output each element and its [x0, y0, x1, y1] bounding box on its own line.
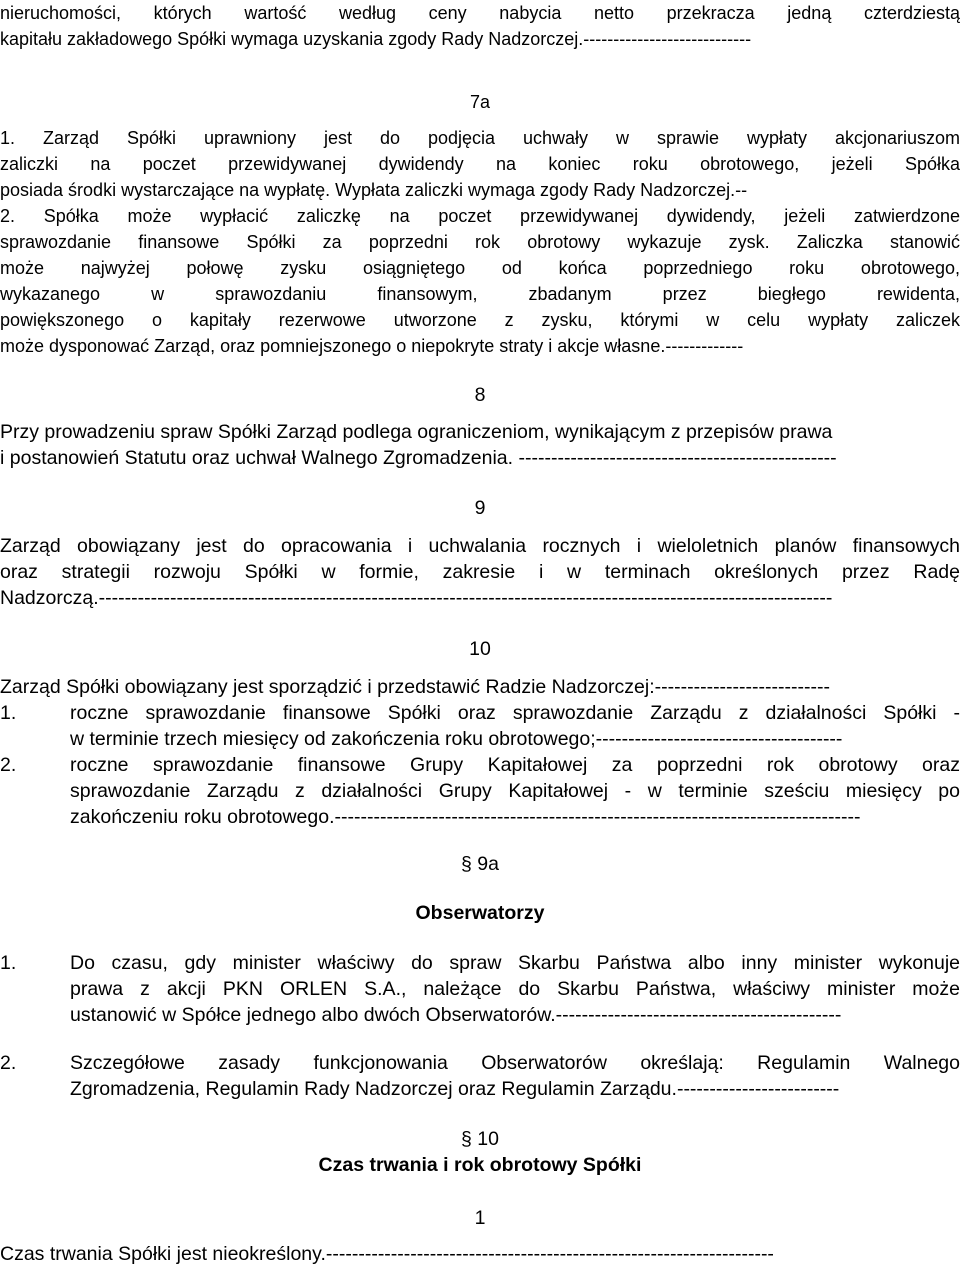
list-item-number: 1.	[0, 702, 17, 724]
text-line: Nadzorczą.-----------------------------------------------------------------------------------------------------------------	[0, 587, 833, 609]
text-line: Zarząd obowiązany jest do opracowania i uchwalania rocznych i wieloletnich planów finansowych	[0, 535, 960, 557]
list-item-line: prawa z akcji PKN ORLEN S.A., należące do Skarbu Państwa, właściwy minister może	[70, 978, 960, 1000]
list-item-line: w terminie trzech miesięcy od zakończenia roku obrotowego;--------------------------------------	[70, 728, 843, 750]
section-heading: 9	[474, 497, 486, 519]
list-item-line: ustanowić w Spółce jednego albo dwóch Obserwatorów.--------------------------------------------	[70, 1004, 842, 1026]
text-line: Zarząd Spółki obowiązany jest sporządzić i przedstawić Radzie Nadzorczej:---------------------------	[0, 676, 830, 698]
text-line: kapitału zakładowego Spółki wymaga uzyskania zgody Rady Nadzorczej.----------------------------	[0, 29, 752, 49]
section-title: Obserwatorzy	[415, 902, 545, 924]
section-title: Czas trwania i rok obrotowy Spółki	[318, 1154, 642, 1176]
sub-heading: 1	[474, 1207, 486, 1229]
text-line: 2. Spółka może wypłacić zaliczkę na poczet przewidywanej dywidendy, jeżeli zatwierdzone	[0, 206, 960, 226]
list-item-line: roczne sprawozdanie finansowe Spółki oraz sprawozdanie Zarządu z działalności Spółki -	[70, 702, 960, 724]
section-heading: § 10	[461, 1128, 499, 1150]
text-line: oraz strategii rozwoju Spółki w formie, zakresie i w terminach określonych przez Radę	[0, 561, 960, 583]
list-item-line: sprawozdanie Zarządu z działalności Grupy Kapitałowej - w terminie sześciu miesięcy po	[70, 780, 960, 802]
section-heading: § 9a	[461, 853, 499, 875]
list-item-number: 2.	[0, 1052, 17, 1074]
section-heading: 8	[474, 384, 486, 406]
text-line: i postanowień Statutu oraz uchwał Walnego Zgromadzenia. -------------------------------------------------	[0, 447, 837, 469]
section-heading: 7a	[469, 92, 491, 112]
text-line: Przy prowadzeniu spraw Spółki Zarząd podlega ograniczeniom, wynikającym z przepisów prawa	[0, 421, 833, 443]
text-line: powiększonego o kapitały rezerwowe utworzone z zysku, którymi w celu wypłaty zaliczek	[0, 310, 960, 330]
text-line: nieruchomości, których wartość według ceny nabycia netto przekracza jedną czterdziestą	[0, 3, 960, 23]
list-item-number: 1.	[0, 952, 17, 974]
list-item-line: zakończeniu roku obrotowego.---------------------------------------------------------------------------------	[70, 806, 861, 828]
text-line: może dysponować Zarząd, oraz pomniejszonego o niepokryte straty i akcje własne.-------------	[0, 336, 744, 356]
text-line: 1. Zarząd Spółki uprawniony jest do podjęcia uchwały w sprawie wypłaty akcjonariuszom	[0, 128, 960, 148]
text-line: posiada środki wystarczające na wypłatę. Wypłata zaliczki wymaga zgody Rady Nadzorczej.--	[0, 180, 748, 200]
list-item-line: roczne sprawozdanie finansowe Grupy Kapitałowej za poprzedni rok obrotowy oraz	[70, 754, 960, 776]
list-item-line: Do czasu, gdy minister właściwy do spraw Skarbu Państwa albo inny minister wykonuje	[70, 952, 960, 974]
section-heading: 10	[469, 638, 491, 660]
text-line: zaliczki na poczet przewidywanej dywidendy na koniec roku obrotowego, jeżeli Spółka	[0, 154, 960, 174]
text-line: może najwyżej połowę zysku osiągniętego od końca poprzedniego roku obrotowego,	[0, 258, 960, 278]
text-line: sprawozdanie finansowe Spółki za poprzedni rok obrotowy wykazuje zysk. Zaliczka stanowić	[0, 232, 960, 252]
list-item-number: 2.	[0, 754, 17, 776]
list-item-line: Szczegółowe zasady funkcjonowania Obserwatorów określają: Regulamin Walnego	[70, 1052, 960, 1074]
text-line: wykazanego w sprawozdaniu finansowym, zbadanym przez biegłego rewidenta,	[0, 284, 960, 304]
text-line: Czas trwania Spółki jest nieokreślony.---------------------------------------------------------------------	[0, 1243, 774, 1265]
list-item-line: Zgromadzenia, Regulamin Rady Nadzorczej oraz Regulamin Zarządu.-------------------------	[70, 1078, 840, 1100]
